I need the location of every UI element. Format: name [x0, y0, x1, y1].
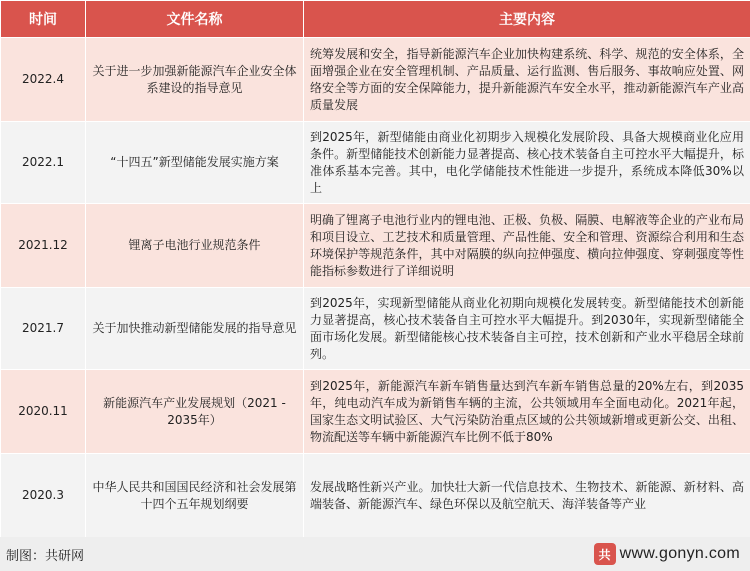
row-name: 锂离子电池行业规范条件: [86, 204, 304, 288]
row-date: 2020.11: [1, 370, 86, 454]
row-content: 到2025年，新型储能由商业化初期步入规模化发展阶段、具备大规模商业化应用条件。新型储能技术创新能力显著提高、核心技术装备自主可控水平大幅提升，标准体系基本完善。其中，电化学储能技术性能进一步提升，系统成本降低30%以上: [304, 122, 750, 204]
brand: [594, 543, 740, 565]
row-name: 新能源汽车产业发展规划（2021 - 2035年）: [86, 370, 304, 454]
row-date: 2020.3: [1, 454, 86, 538]
footer-bar: [0, 537, 750, 571]
table-row: [1, 204, 750, 288]
row-name: 中华人民共和国国民经济和社会发展第十四个五年规划纲要: [86, 454, 304, 538]
row-content: 统筹发展和安全，指导新能源汽车企业加快构建系统、科学、规范的安全体系，全面增强企业在安全管理机制、产品质量、运行监测、售后服务、事故响应处置、网络安全等方面的安全保障能力，提升新能源汽车安全水平，推动新能源汽车产业高质量发展: [304, 38, 750, 122]
table-row: [1, 122, 750, 204]
header-date: 时间: [1, 1, 86, 38]
header-name: 文件名称: [86, 1, 304, 38]
row-date: 2022.4: [1, 38, 86, 122]
table-row: [1, 288, 750, 370]
table-row: [1, 370, 750, 454]
row-name: 关于加快推动新型储能发展的指导意见: [86, 288, 304, 370]
row-name: 关于进一步加强新能源汽车企业安全体系建设的指导意见: [86, 38, 304, 122]
table-row: [1, 38, 750, 122]
row-date: 2022.1: [1, 122, 86, 204]
chart-credit: 制图：共研网: [6, 549, 85, 564]
website-url: www.gonyn.com: [619, 545, 740, 562]
table-header-row: [1, 1, 750, 38]
row-content: 发展战略性新兴产业。加快壮大新一代信息技术、生物技术、新能源、新材料、高端装备、新能源汽车、绿色环保以及航空航天、海洋装备等产业: [304, 454, 750, 538]
row-content: 到2025年，新能源汽车新车销售量达到汽车新车销售总量的20%左右，到2035年，纯电动汽车成为新销售车辆的主流，公共领域用车全面电动化。2021年起，国家生态文明试验区、大气污染防治重点区域的公共领域新增或更新公交、出租、物流配送等车辆中新能源汽车比例不低于80%: [304, 370, 750, 454]
row-content: 到2025年，实现新型储能从商业化初期向规模化发展转变。新型储能技术创新能力显著提高，核心技术装备自主可控水平大幅提升。到2030年，实现新型储能全面市场化发展。新型储能核心技术装备自主可控，技术创新和产业水平稳居全球前列。: [304, 288, 750, 370]
table-row: [1, 454, 750, 538]
header-content: 主要内容: [304, 1, 750, 38]
gonyn-logo-icon: 共: [594, 543, 616, 565]
row-content: 明确了锂离子电池行业内的锂电池、正极、负极、隔膜、电解液等企业的产业布局和项目设立、工艺技术和质量管理、产品性能、安全和管理、资源综合利用和生态环境保护等规范条件，其中对隔膜的纵向拉伸强度、横向拉伸强度、穿刺强度等性能指标参数进行了详细说明: [304, 204, 750, 288]
row-date: 2021.7: [1, 288, 86, 370]
row-date: 2021.12: [1, 204, 86, 288]
row-name: “十四五”新型储能发展实施方案: [86, 122, 304, 204]
